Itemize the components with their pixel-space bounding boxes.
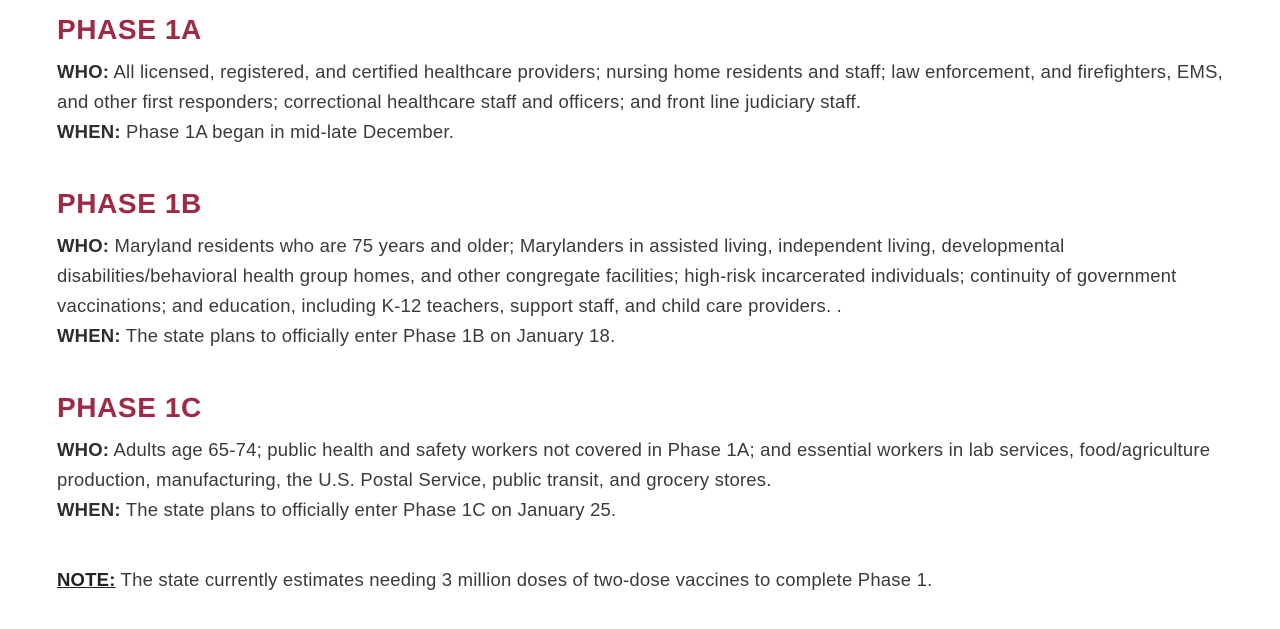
note-paragraph xyxy=(57,565,1229,595)
phase-1a-section xyxy=(57,13,1230,147)
phase-1b-who-paragraph xyxy=(57,231,1229,321)
when-label: WHEN: xyxy=(57,121,121,142)
who-text: Maryland residents who are 75 years and older; Marylanders in assisted living, independent living, developmental disabilities/behavioral health group homes, and other congregate facilities; high-risk incarcerated individuals; continuity of government vaccinations; and education, including K-12 teachers, support staff, and child care providers. . xyxy=(57,235,1177,316)
phase-1a-who-paragraph xyxy=(57,57,1229,117)
phase-1c-title: PHASE 1C xyxy=(57,392,202,423)
who-label: WHO: xyxy=(57,439,110,460)
phase-1b-title: PHASE 1B xyxy=(57,188,202,219)
phase-1c-who-paragraph xyxy=(57,435,1229,495)
who-label: WHO: xyxy=(57,235,110,256)
phase-1a-when-paragraph xyxy=(57,117,1229,147)
when-text: Phase 1A began in mid-late December. xyxy=(126,121,455,142)
note-label: NOTE: xyxy=(57,569,116,590)
when-text: The state plans to officially enter Phase 1B on January 18. xyxy=(125,325,616,346)
who-text: All licensed, registered, and certified healthcare providers; nursing home residents and staff; law enforcement, and firefighters, EMS, and other first responders; correctional healthcare staff and officers; and front line judiciary staff. xyxy=(57,61,1223,112)
phase-1a-title: PHASE 1A xyxy=(57,14,202,45)
note-text: The state currently estimates needing 3 million doses of two-dose vaccines to complete Phase 1. xyxy=(120,569,933,590)
who-label: WHO: xyxy=(57,61,110,82)
phase-1c-section xyxy=(57,391,1230,525)
when-label: WHEN: xyxy=(57,499,121,520)
who-text: Adults age 65-74; public health and safety workers not covered in Phase 1A; and essential workers in lab services, food/agriculture production, manufacturing, the U.S. Postal Service, public transit, and grocery stores. xyxy=(57,439,1211,490)
phase-1b-when-paragraph xyxy=(57,321,1229,351)
phase-1b-section xyxy=(57,187,1230,351)
phase-1c-when-paragraph xyxy=(57,495,1229,525)
when-text: The state plans to officially enter Phase 1C on January 25. xyxy=(125,499,617,520)
when-label: WHEN: xyxy=(57,325,121,346)
